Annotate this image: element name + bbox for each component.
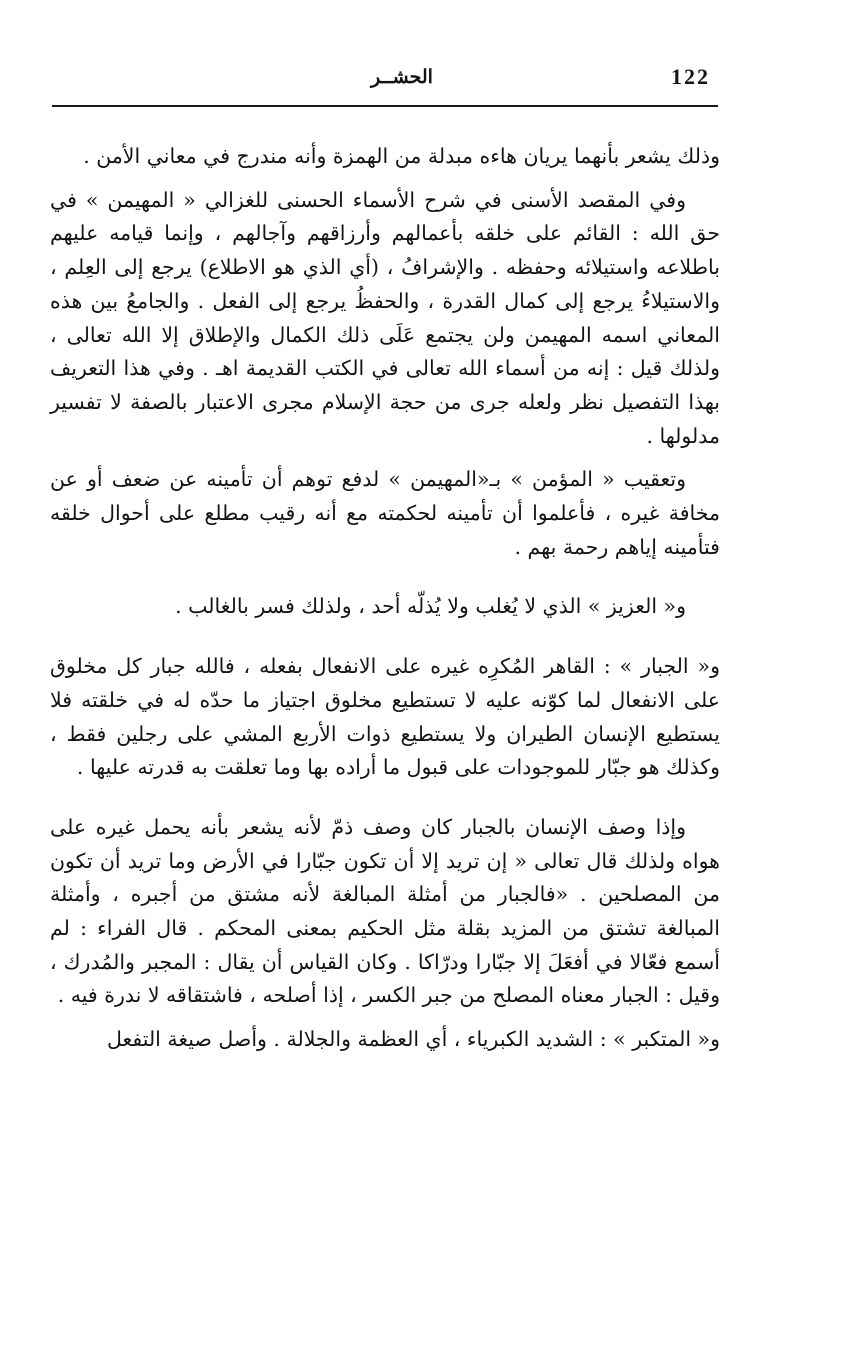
paragraph-2: وفي المقصد الأسنى في شرح الأسماء الحسنى للغزالي « المهيمن » في حق الله : القائم على خلقه بأعمالهم وأرزاقهم وآجالهم ، وإنما قيامه عليهم باطلاعه واستيلائه وحفظه . والإشرافُ ، (أي الذي هو الاطلاع) يرجع إلى العِلم ، والاستيلاءُ يرجع إلى كمال القدرة ، والحفظُ يرجع إلى الفعل . والجامعُ بين هذه المعاني اسمه المهيمن ولن يجتمع عَلَى ذلك الكمال والإطلاق إلا الله تعالى ، ولذلك قيل : إنه من أسماء الله تعالى في الكتب القديمة اهـ . وفي هذا التعريف بهذا التفصيل نظر ولعله جرى من حجة الإسلام مجرى الاعتبار بالصفة لا تفسير مدلولها . (50, 187, 720, 448)
paragraph-5: و« الجبار » : القاهر المُكرِه غيره على الانفعال بفعله ، فالله جبار كل مخلوق على الانفعال لما كوّنه عليه لا تستطيع مخلوق اجتياز ما حدّه له في خلقته فلا يستطيع الإنسان الطيران ولا يستطيع ذوات الأربع المشي على رجلين فقط ، وكذلك هو جبّار للموجودات على قبول ما أراده بها وما تعلقت به قدرته عليها . (50, 654, 720, 780)
page-number: 122 (671, 64, 710, 89)
paragraph-7: و« المتكبر » : الشديد الكبرياء ، أي العظمة والجلالة . وأصل صيغة التفعل (106, 1027, 720, 1052)
body-text (50, 140, 720, 1057)
paragraph-3: وتعقيب « المؤمن » بـ«المهيمن » لدفع توهم أن تأمينه عن ضعف أو عن مخافة غيره ، فأعلموا أن تأمينه لحكمته مع أنه رقيب مطلع على أحوال خلقه فتأمينه إياهم رحمة بهم . (50, 467, 720, 559)
header-divider (52, 105, 718, 107)
paragraph-4: و« العزيز » الذي لا يُغلب ولا يُذلّه أحد ، ولذلك فسر بالغالب . (175, 594, 686, 619)
running-title: الحشــر (371, 66, 433, 88)
paragraph-1: وذلك يشعر بأنهما يريان هاءه مبدلة من الهمزة وأنه مندرج في معاني الأمن . (83, 144, 720, 168)
page-header (52, 64, 716, 104)
paragraph-6: وإذا وصف الإنسان بالجبار كان وصف ذمّ لأنه يشعر بأنه يحمل غيره على هواه ولذلك قال تعالى « إن تريد إلا أن تكون جبّارا في الأرض وما تريد أن تكون من المصلحين . «فالجبار من أمثلة المبالغة لأنه مشتق من أجبره ، وأمثلة المبالغة تشتق من المزيد بقلة مثل الحكيم بمعنى المحكم . قال الفراء : لم أسمع فعّالا في أفعَلَ إلا جبّارا ودرّاكا . وكان القياس أن يقال : المجبر والمُدرك ، وقيل : الجبار معناه المصلح من جبر الكسر ، إذا أصلحه ، فاشتقاقه لا ندرة فيه . (50, 814, 720, 1008)
